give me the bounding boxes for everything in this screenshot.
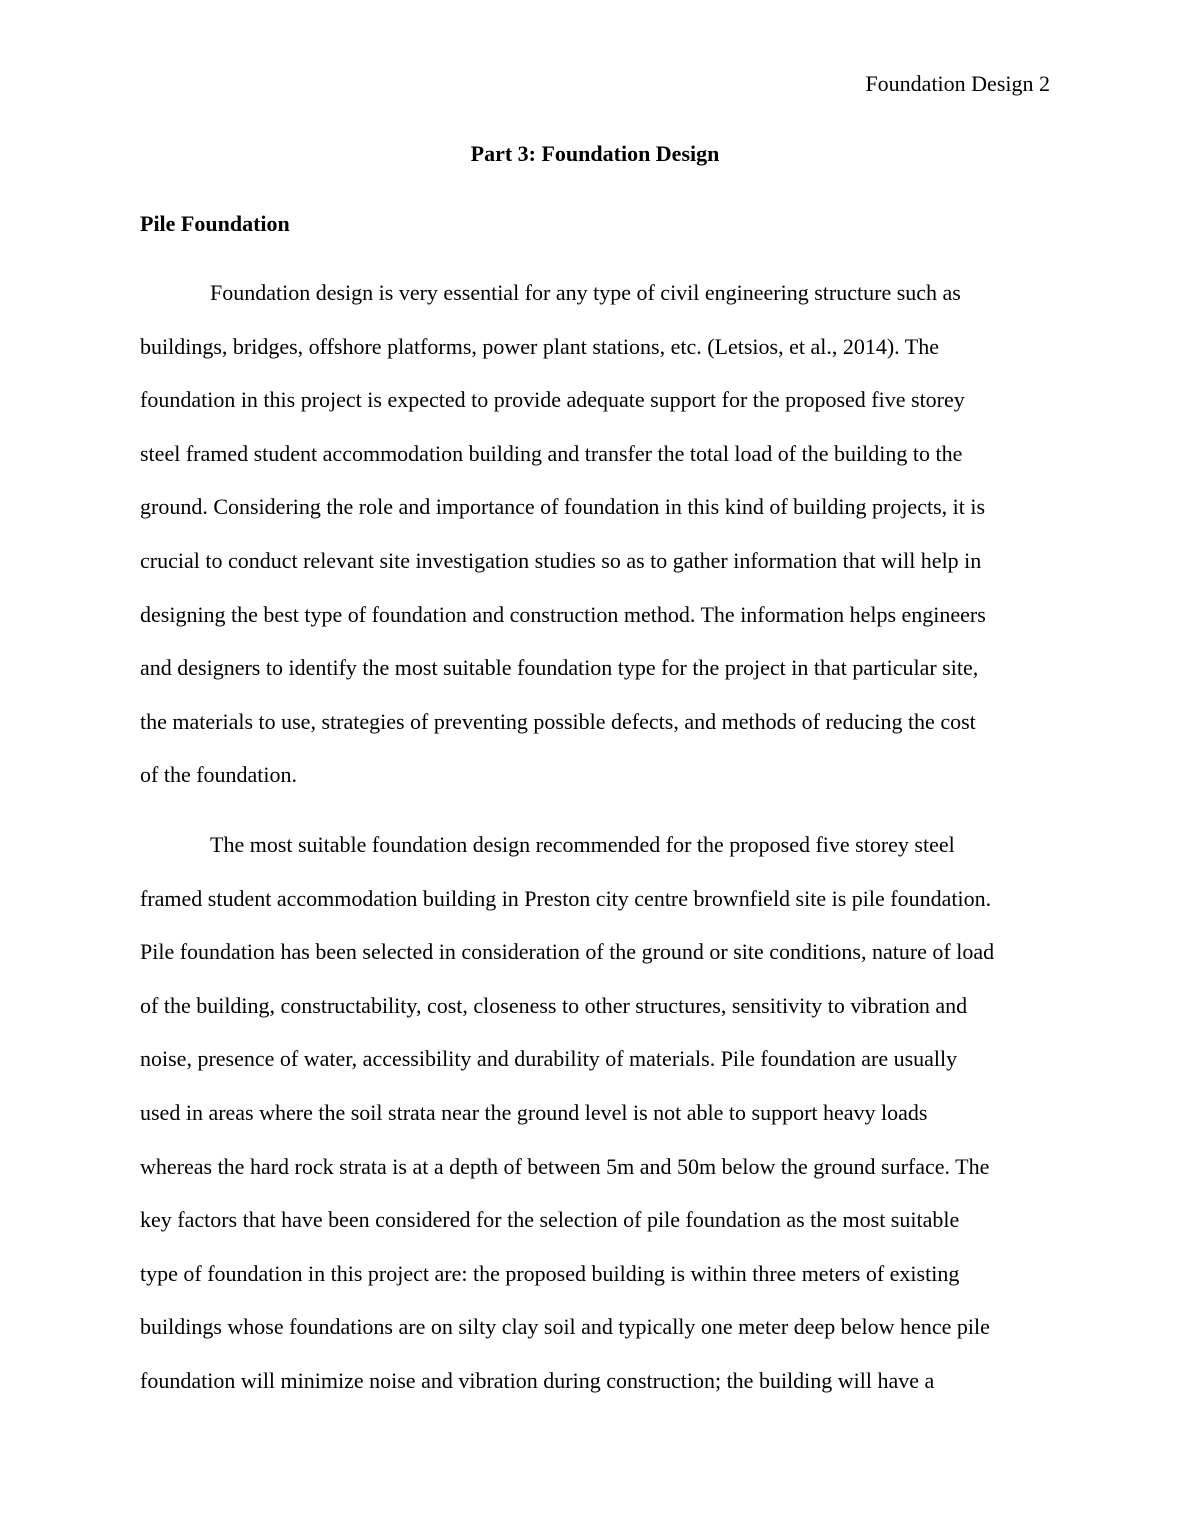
- paragraph-line: Pile foundation has been selected in consideration of the ground or site conditions, nature of load: [140, 939, 995, 965]
- paragraph-line: foundation in this project is expected to provide adequate support for the proposed five storey: [140, 387, 965, 413]
- paragraph-line: ground. Considering the role and importance of foundation in this kind of building projects, it is: [140, 494, 986, 520]
- paragraph-line: steel framed student accommodation building and transfer the total load of the building to the: [140, 440, 963, 466]
- paragraph-line: key factors that have been considered for the selection of pile foundation as the most suitable: [140, 1207, 960, 1233]
- paragraph-line: buildings, bridges, offshore platforms, power plant stations, etc. (Letsios, et al., 2014). The: [140, 333, 939, 359]
- paragraph-1: [140, 278, 1060, 814]
- paragraph-line: of the foundation.: [140, 762, 298, 788]
- paragraph-line: of the building, constructability, cost, closeness to other structures, sensitivity to vibration and: [140, 992, 968, 1018]
- paragraph-line: foundation will minimize noise and vibration during construction; the building will have a: [140, 1367, 935, 1393]
- paragraph-2: [140, 830, 1060, 1420]
- paragraph-line: The most suitable foundation design recommended for the proposed five storey steel: [210, 832, 955, 857]
- page-title: Part 3: Foundation Design: [470, 141, 720, 166]
- paragraph-line: noise, presence of water, accessibility and durability of materials. Pile foundation are usually: [140, 1046, 958, 1072]
- section-heading: Pile Foundation: [140, 211, 290, 236]
- paragraph-line: used in areas where the soil strata near the ground level is not able to support heavy loads: [140, 1099, 928, 1125]
- paragraph-line: whereas the hard rock strata is at a depth of between 5m and 50m below the ground surface. The: [140, 1153, 990, 1179]
- paragraph-line: type of foundation in this project are: the proposed building is within three meters of existing: [140, 1260, 960, 1286]
- paragraph-line: crucial to conduct relevant site investigation studies so as to gather information that will help in: [140, 547, 982, 573]
- paragraph-line: Foundation design is very essential for any type of civil engineering structure such as: [210, 280, 961, 305]
- paragraph-line: and designers to identify the most suitable foundation type for the project in that particular site,: [140, 655, 979, 681]
- running-head: Foundation Design 2: [865, 71, 1050, 96]
- paragraph-line: the materials to use, strategies of preventing possible defects, and methods of reducing the cost: [140, 708, 976, 734]
- paragraph-line: buildings whose foundations are on silty clay soil and typically one meter deep below hence pile: [140, 1314, 990, 1340]
- paragraph-line: framed student accommodation building in Preston city centre brownfield site is pile foundation.: [140, 885, 992, 911]
- paragraph-line: designing the best type of foundation and construction method. The information helps engineers: [140, 601, 986, 627]
